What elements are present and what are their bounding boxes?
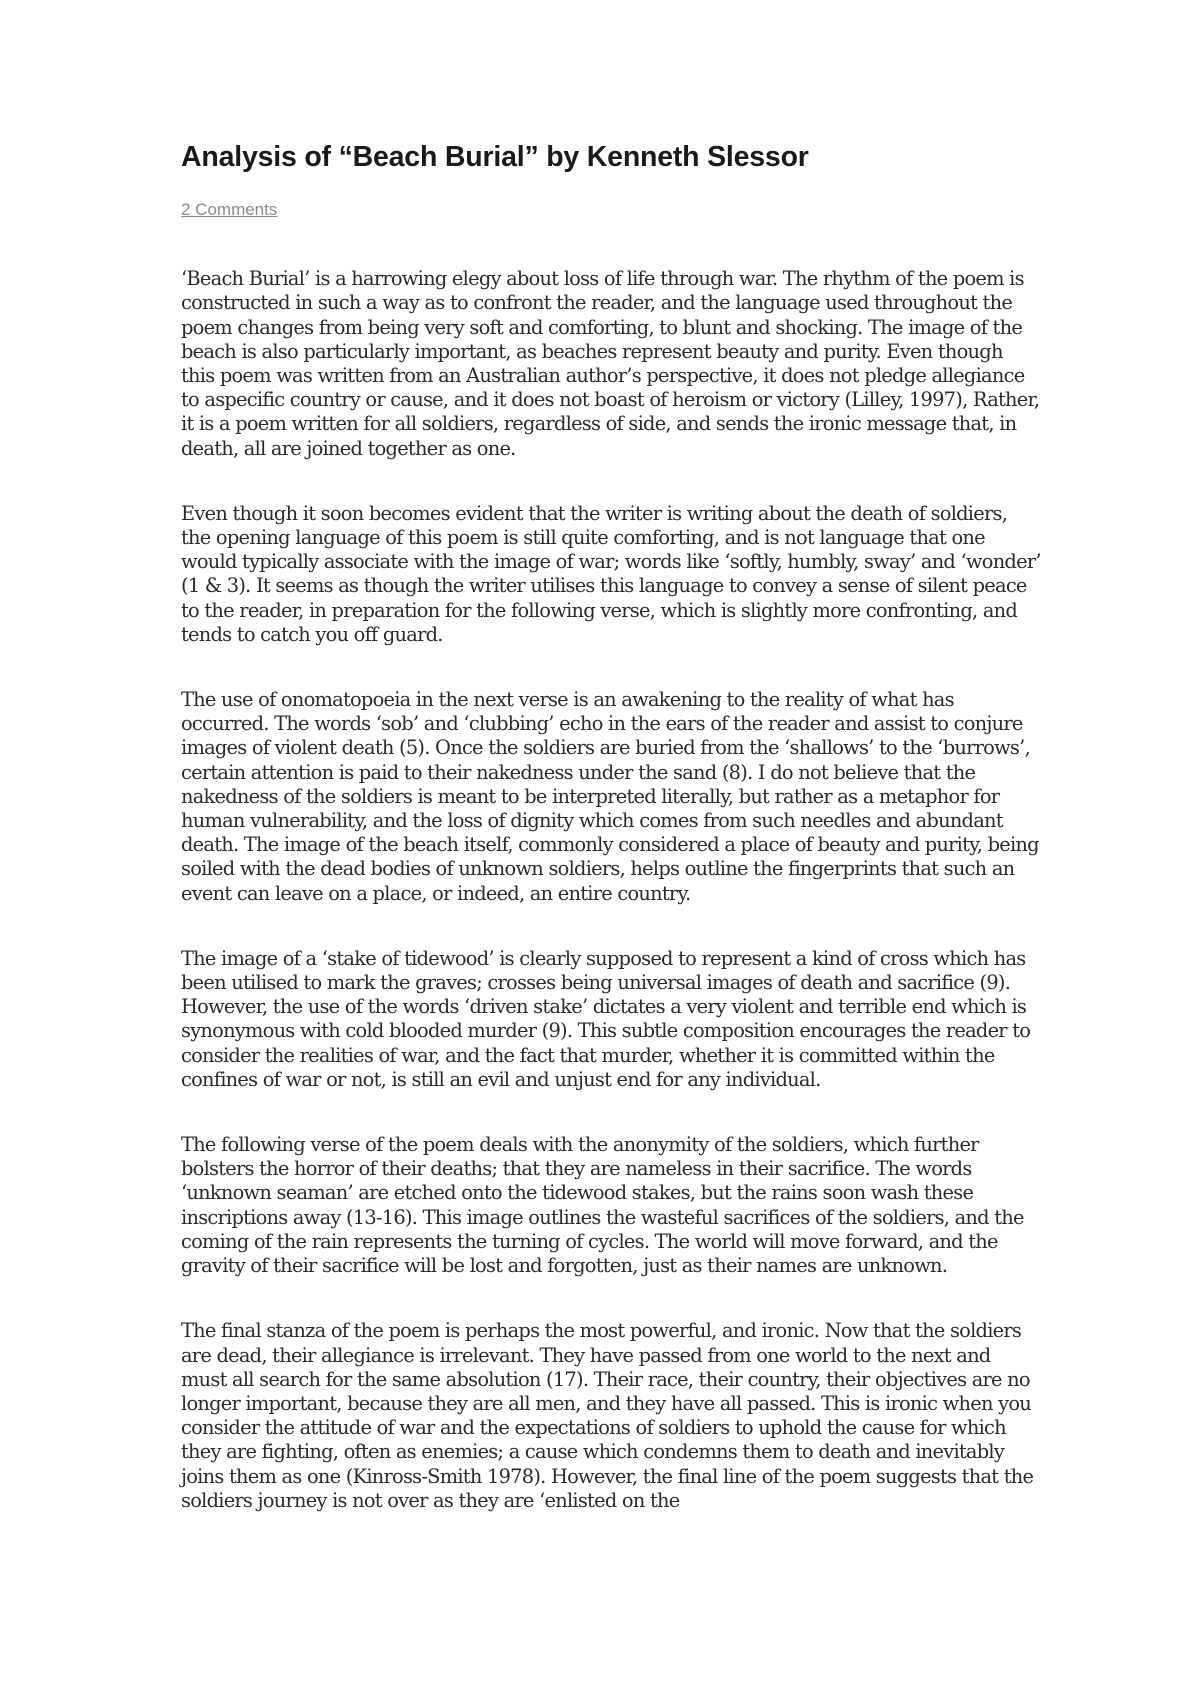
- paragraph-5: The following verse of the poem deals with the anonymity of the soldiers, which further bolsters the horror of their deaths; that they are nameless in their sacrifice. The words ‘unknown seaman’ are etched onto the tidewood stakes, but the rains soon wash these inscriptions away (13-16). This image outlines the wasteful sacrifices of the soldiers, and the coming of the rain represents the turning of cycles. The world will move forward, and the gravity of their sacrifice will be lost and forgotten, just as their names are unknown.: [181, 1133, 1024, 1278]
- document-page: [181, 140, 1041, 1554]
- comments-link[interactable]: 2 Comments: [181, 200, 278, 220]
- paragraph-4: The image of a ‘stake of tidewood’ is clearly supposed to represent a kind of cross which has been utilised to mark the graves; crosses being universal images of death and sacrifice (9). However, the use of the words ‘driven stake’ dictates a very violent and terrible end which is synonymous with cold blooded murder (9). This subtle composition encourages the reader to consider the realities of war, and the fact that murder, whether it is committed within the confines of war or not, is still an evil and unjust end for any individual.: [181, 946, 1031, 1091]
- paragraph-3: The use of onomatopoeia in the next verse is an awakening to the reality of what has occurred. The words ‘sob’ and ‘clubbing’ echo in the ears of the reader and assist to conjure images of violent death (5). Once the soldiers are buried from the ‘shallows’ to the ‘burrows’, certain attention is paid to their nakedness under the sand (8). I do not believe that the nakedness of the soldiers is meant to be interpreted literally, but rather as a metaphor for human vulnerability, and the loss of dignity which comes from such needles and abundant death. The image of the beach itself, commonly considered a place of beauty and purity, being soiled with the dead bodies of unknown soldiers, helps outline the fingerprints that such an event can leave on a place, or indeed, an entire country.: [181, 688, 1039, 905]
- article-title: Analysis of “Beach Burial” by Kenneth Slessor: [181, 141, 809, 173]
- paragraph-2: Even though it soon becomes evident that the writer is writing about the death of soldiers, the opening language of this poem is still quite comforting, and is not language that one would typically associate with the image of war; words like ‘softly, humbly, sway’ and ‘wonder’ (1 & 3). It seems as though the writer utilises this language to convey a sense of silent peace to the reader, in preparation for the following verse, which is slightly more confronting, and tends to catch you off guard.: [181, 501, 1041, 646]
- comments-row: [181, 200, 1041, 246]
- paragraph-6: The final stanza of the poem is perhaps the most powerful, and ironic. Now that the soldiers are dead, their allegiance is irrelevant. They have passed from one world to the next and must all search for the same absolution (17). Their race, their country, their objectives are no longer important, because they are all men, and they have all passed. This is ironic when you consider the attitude of war and the expectations of soldiers to uphold the cause for which they are fighting, often as enemies; a cause which condemns them to death and inevitably joins them as one (Kinross-Smith 1978). However, the final line of the poem suggests that the soldiers journey is not over as they are ‘enlisted on the: [181, 1319, 1034, 1512]
- paragraph-1: ‘Beach Burial’ is a harrowing elegy about loss of life through war. The rhythm of the poem is constructed in such a way as to confront the reader, and the language used throughout the poem changes from being very soft and comforting, to blunt and shocking. The image of the beach is also particularly important, as beaches represent beauty and purity. Even though this poem was written from an Australian author’s perspective, it does not pledge allegiance to aspecific country or cause, and it does not boast of heroism or victory (Lilley, 1997), Rather, it is a poem written for all soldiers, regardless of side, and sends the ironic message that, in death, all are joined together as one.: [181, 267, 1040, 460]
